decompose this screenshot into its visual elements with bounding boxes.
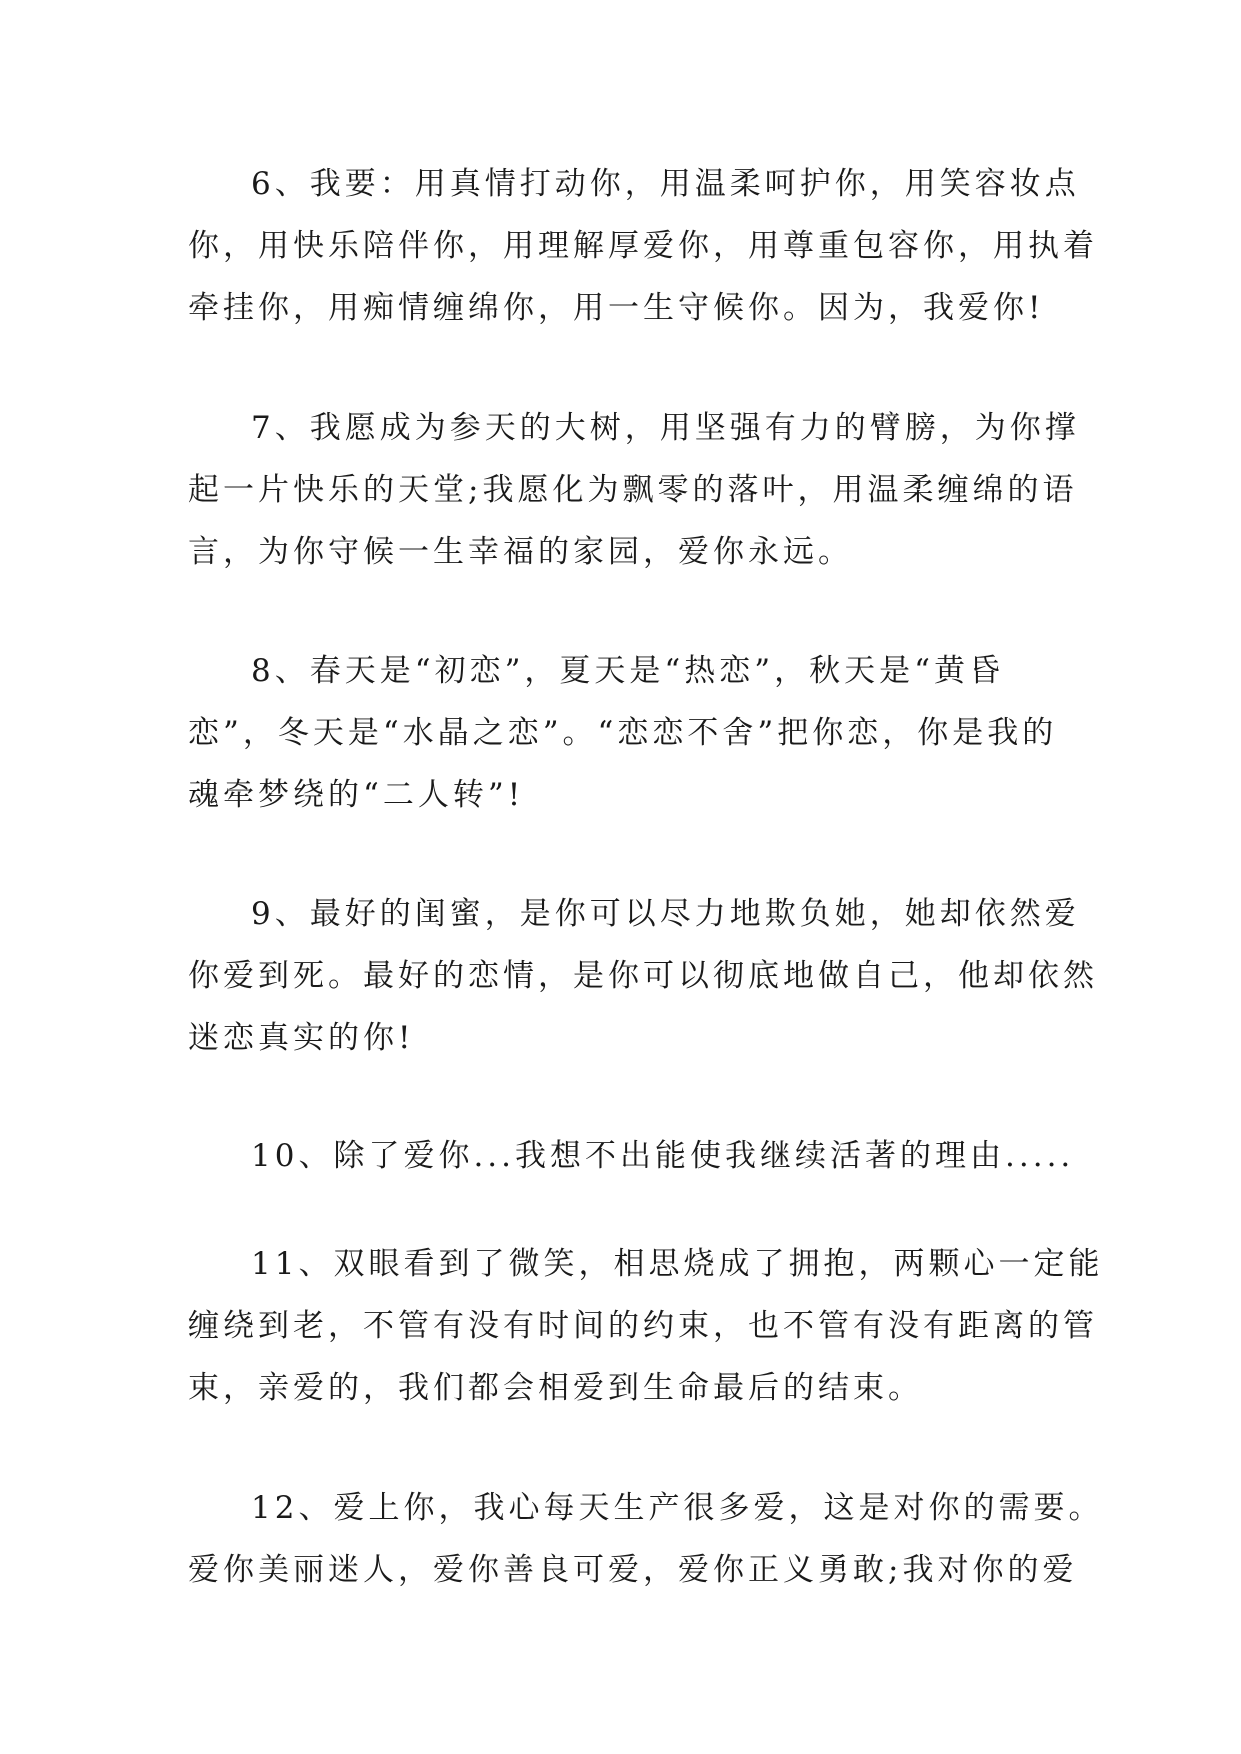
paragraph-line: 爱你美丽迷人，爱你善良可爱，爱你正义勇敢;我对你的爱 <box>188 1552 1078 1588</box>
paragraph-8 <box>188 640 1068 826</box>
paragraph-line: 束，亲爱的，我们都会相爱到生命最后的结束。 <box>188 1370 923 1406</box>
paragraph-line: 缠绕到老，不管有没有时间的约束，也不管有没有距离的管 <box>188 1308 1098 1344</box>
paragraph-line: 魂牵梦绕的“二人转”! <box>188 777 525 813</box>
paragraph-line: 11、双眼看到了微笑，相思烧成了拥抱，两颗心一定能 <box>251 1246 1104 1282</box>
paragraph-11 <box>188 1233 1104 1419</box>
paragraph-line: 你，用快乐陪伴你，用理解厚爱你，用尊重包容你，用执着 <box>188 228 1098 264</box>
paragraph-line: 8、春天是“初恋”，夏天是“热恋”，秋天是“黄昏 <box>251 653 1004 689</box>
paragraph-6 <box>188 153 1098 339</box>
paragraph-line: 9、最好的闺蜜，是你可以尽力地欺负她，她却依然爱 <box>251 896 1080 932</box>
paragraph-line: 6、我要：用真情打动你，用温柔呵护你，用笑容妆点 <box>251 166 1080 202</box>
paragraph-10 <box>188 1125 1075 1187</box>
paragraph-line: 12、爱上你，我心每天生产很多爱，这是对你的需要。 <box>251 1490 1104 1526</box>
paragraph-line: 恋”，冬天是“水晶之恋”。“恋恋不舍”把你恋，你是我的 <box>188 715 1058 751</box>
paragraph-line: 言，为你守候一生幸福的家园，爱你永远。 <box>188 534 853 570</box>
paragraph-9 <box>188 883 1098 1069</box>
paragraph-line: 7、我愿成为参天的大树，用坚强有力的臂膀，为你撑 <box>251 410 1080 446</box>
paragraph-line: 你爱到死。最好的恋情，是你可以彻底地做自己，他却依然 <box>188 958 1098 994</box>
paragraph-7 <box>188 397 1080 583</box>
paragraph-line: 起一片快乐的天堂;我愿化为飘零的落叶，用温柔缠绵的语 <box>188 472 1078 508</box>
paragraph-line: 迷恋真实的你! <box>188 1020 415 1056</box>
paragraph-line: 10、除了爱你...我想不出能使我继续活著的理由..... <box>251 1138 1075 1174</box>
paragraph-line: 牵挂你，用痴情缠绵你，用一生守候你。因为，我爱你! <box>188 290 1045 326</box>
paragraph-12 <box>188 1477 1104 1601</box>
